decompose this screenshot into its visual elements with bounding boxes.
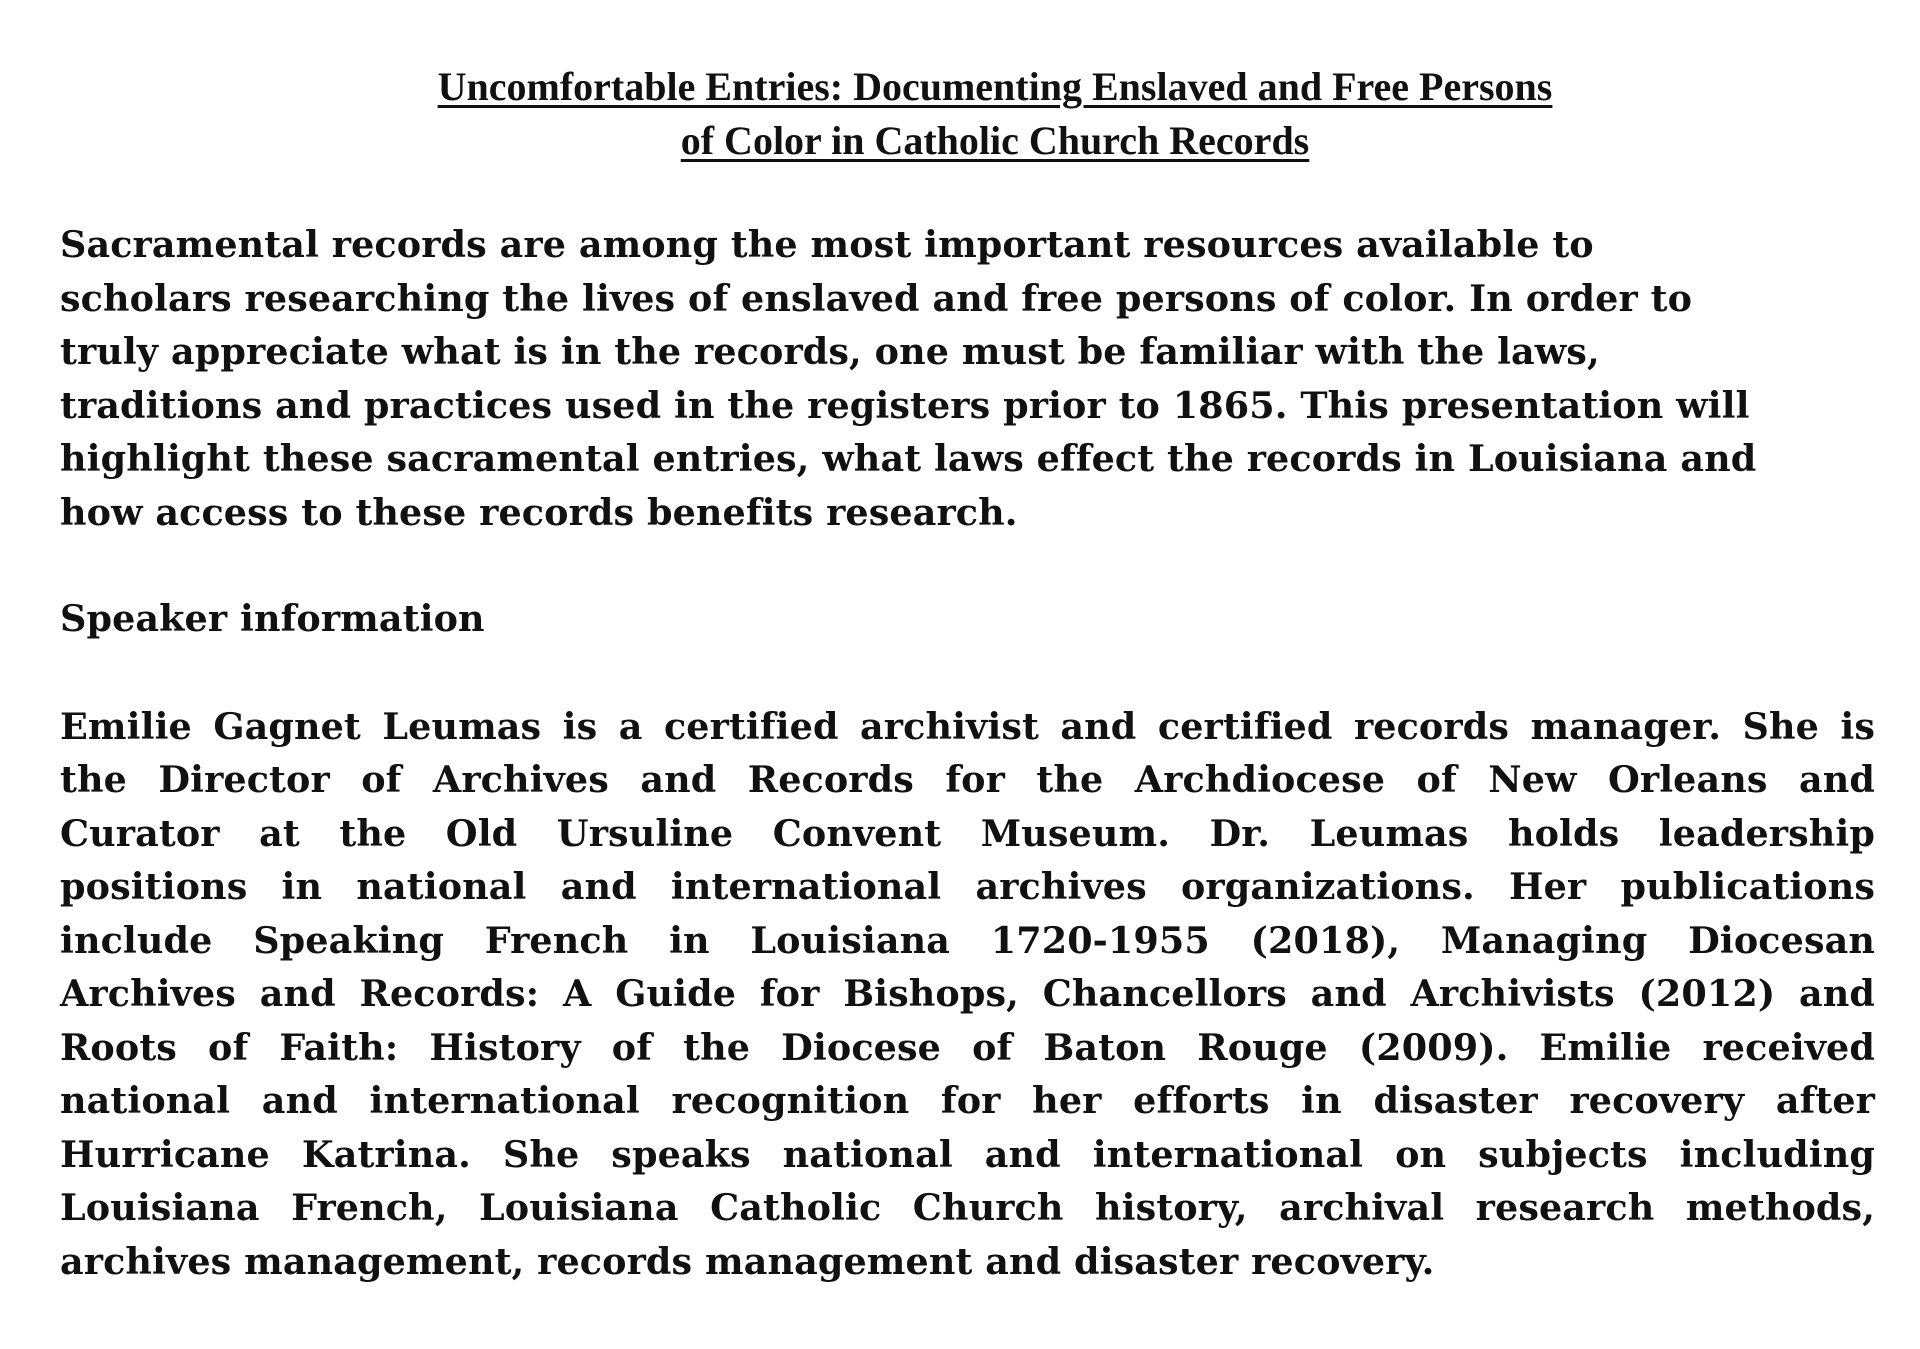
bio-line: archives management, records management and disaster recovery. — [60, 1239, 1435, 1283]
bio-line: Hurricane Katrina. She speaks national and international on subjects including — [60, 1132, 1875, 1176]
abstract-line: scholars researching the lives of enslaved and free persons of color. In order to — [60, 276, 1693, 320]
title-line-2: of Color in Catholic Church Records — [680, 118, 1310, 163]
speaker-heading: Speaker information — [60, 597, 485, 640]
bio-line: Louisiana French, Louisiana Catholic Church history, archival research methods, — [60, 1186, 1875, 1229]
abstract-line: how access to these records benefits research. — [60, 490, 1018, 534]
abstract-paragraph — [60, 218, 1875, 539]
bio-line: Curator at the Old Ursuline Convent Museum. Dr. Leumas holds leadership — [60, 811, 1875, 855]
abstract-line: traditions and practices used in the registers prior to 1865. This presentation will — [60, 383, 1750, 427]
abstract-line: Sacramental records are among the most important resources available to — [60, 223, 1594, 266]
bio-line: positions in national and international archives organizations. Her publications — [60, 865, 1875, 908]
speaker-bio-paragraph — [60, 700, 1875, 1289]
bio-line: Archives and Records: A Guide for Bishops, Chancellors and Archivists (2012) and — [60, 972, 1875, 1015]
bio-line: national and international recognition for her efforts in disaster recovery after — [60, 1079, 1875, 1122]
document-title — [60, 60, 1870, 168]
abstract-line: highlight these sacramental entries, what laws effect the records in Louisiana and — [60, 437, 1757, 480]
bio-line: include Speaking French in Louisiana 1720-1955 (2018), Managing Diocesan — [60, 918, 1875, 962]
bio-line: Emilie Gagnet Leumas is a certified archivist and certified records manager. She is — [60, 704, 1875, 748]
bio-line: Roots of Faith: History of the Diocese of Baton Rouge (2009). Emilie received — [60, 1025, 1875, 1069]
bio-line: the Director of Archives and Records for the Archdiocese of New Orleans and — [60, 758, 1875, 801]
abstract-line: truly appreciate what is in the records, one must be familiar with the laws, — [60, 330, 1600, 373]
title-line-1: Uncomfortable Entries: Documenting Enslaved and Free Persons — [437, 64, 1553, 109]
